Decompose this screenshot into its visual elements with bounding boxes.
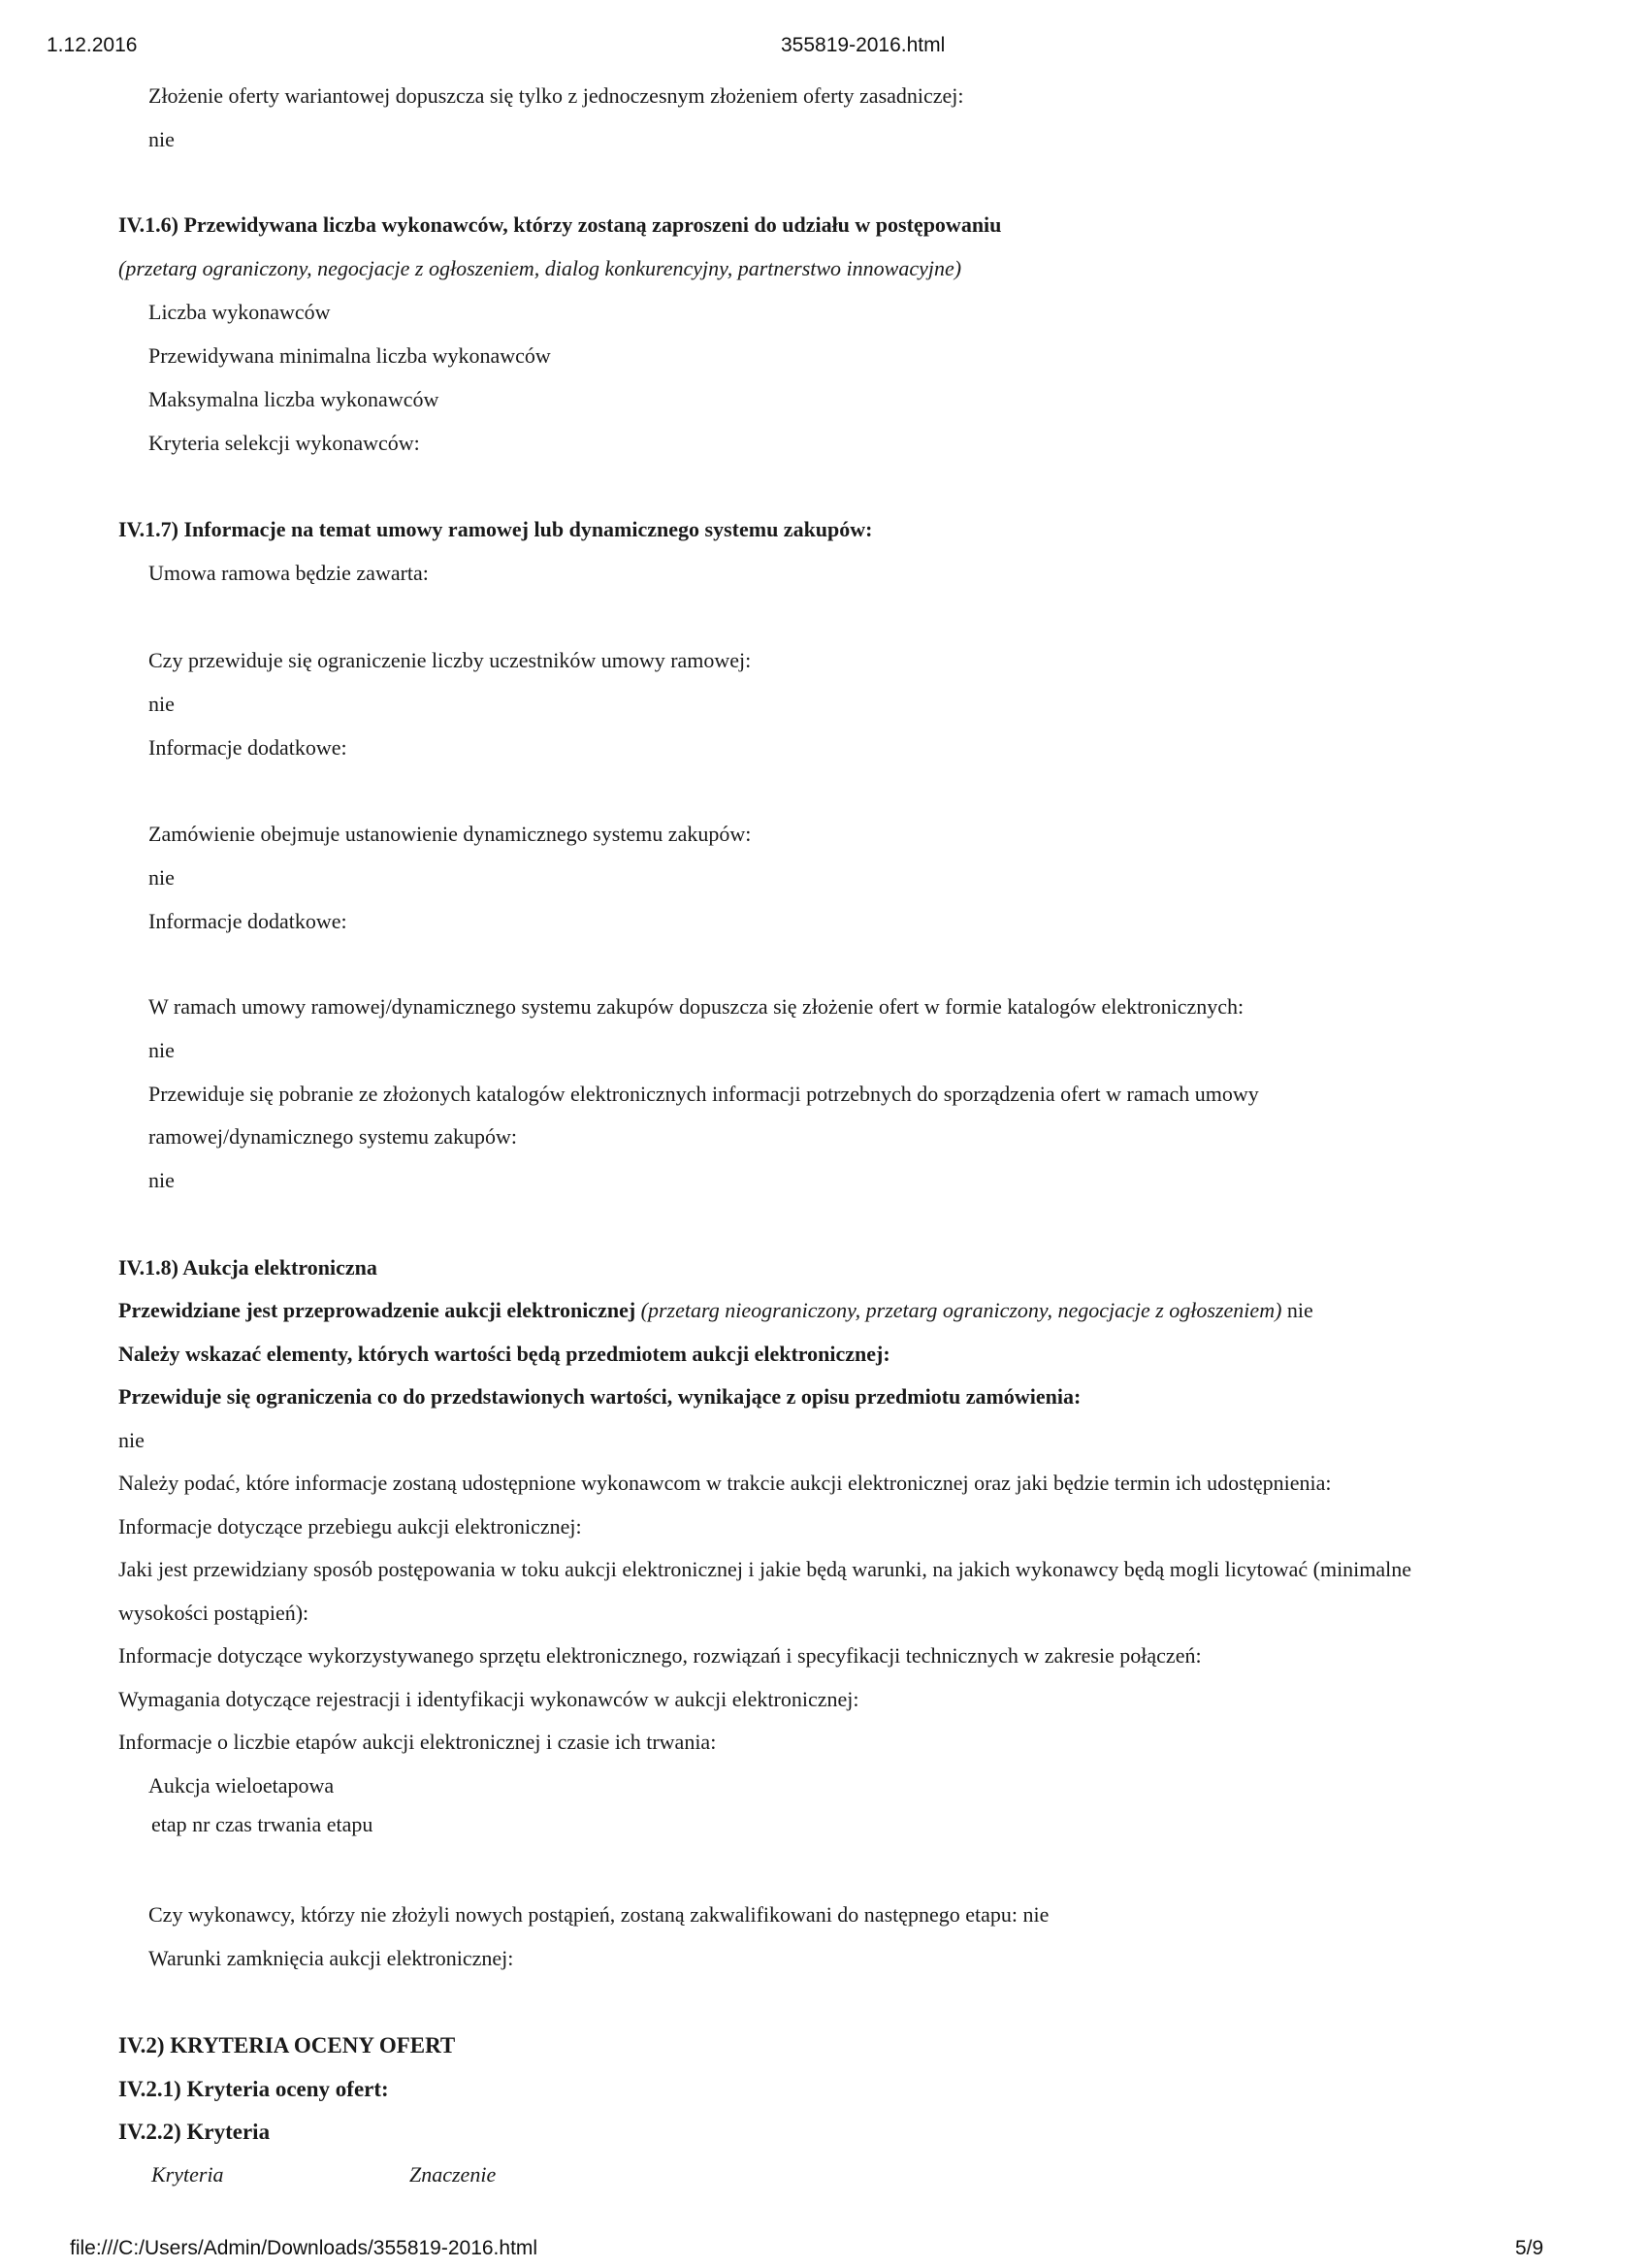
- header-date: 1.12.2016: [47, 34, 138, 56]
- field-value: nie: [148, 1168, 175, 1192]
- field-label: Liczba wykonawców: [148, 300, 331, 324]
- auction-question-bold: Przewidziane jest przeprowadzenie aukcji elektronicznej: [118, 1298, 636, 1322]
- weight-column-header: Znaczenie: [409, 2162, 497, 2187]
- field-label: Informacje dodatkowe:: [148, 909, 347, 933]
- field-label: Czy przewiduje się ograniczenie liczby uczestników umowy ramowej:: [148, 648, 752, 672]
- auction-limits-label: Przewiduje się ograniczenia co do przedstawionych wartości, wynikające z opisu przedmiotu zamówienia:: [118, 1384, 1082, 1409]
- auction-elements-label: Należy wskazać elementy, których wartości będą przedmiotem aukcji elektronicznej:: [118, 1342, 890, 1366]
- field-value: nie: [148, 692, 175, 716]
- auction-question: [118, 1300, 1313, 1321]
- section-heading-418: IV.1.8) Aukcja elektroniczna: [118, 1255, 377, 1280]
- criteria-column-header: Kryteria: [151, 2162, 224, 2187]
- footer-file-path: file:///C:/Users/Admin/Downloads/355819-2016.html: [70, 2237, 538, 2259]
- field-label: Zamówienie obejmuje ustanowienie dynamicznego systemu zakupów:: [148, 822, 752, 846]
- footer-page-number: 5/9: [1515, 2237, 1544, 2259]
- field-label: Kryteria selekcji wykonawców:: [148, 431, 420, 455]
- field-label: Warunki zamknięcia aukcji elektronicznej:: [148, 1946, 514, 1970]
- subsection-heading-421: IV.2.1) Kryteria oceny ofert:: [118, 2077, 389, 2101]
- field-label: etap nr czas trwania etapu: [151, 1812, 373, 1836]
- section-416-note: (przetarg ograniczony, negocjacje z ogłoszeniem, dialog konkurencyjny, partnerstwo innowacyjne): [118, 256, 962, 280]
- field-label: Informacje o liczbie etapów aukcji elektronicznej i czasie ich trwania:: [118, 1730, 717, 1754]
- header-filename: 355819-2016.html: [781, 34, 946, 56]
- auction-question-note: (przetarg nieograniczony, przetarg ograniczony, negocjacje z ogłoszeniem): [640, 1298, 1282, 1322]
- section-heading-42: IV.2) KRYTERIA OCENY OFERT: [118, 2033, 456, 2057]
- field-label: W ramach umowy ramowej/dynamicznego systemu zakupów dopuszcza się złożenie ofert w formie katalogów elektronicznych:: [148, 994, 1245, 1019]
- field-label: Maksymalna liczba wykonawców: [148, 387, 439, 411]
- field-label: wysokości postąpień):: [118, 1601, 309, 1625]
- field-label: Aukcja wieloetapowa: [148, 1773, 335, 1798]
- field-label: Informacje dodatkowe:: [148, 735, 347, 760]
- subsection-heading-422: IV.2.2) Kryteria: [118, 2120, 271, 2144]
- section-heading-416: IV.1.6) Przewidywana liczba wykonawców, którzy zostaną zaproszeni do udziału w postępowaniu: [118, 212, 1002, 237]
- field-label: ramowej/dynamicznego systemu zakupów:: [148, 1124, 518, 1149]
- field-label: Wymagania dotyczące rejestracji i identyfikacji wykonawców w aukcji elektronicznej:: [118, 1687, 859, 1711]
- variant-offer-value: nie: [148, 127, 175, 151]
- section-heading-417: IV.1.7) Informacje na temat umowy ramowej lub dynamicznego systemu zakupów:: [118, 517, 873, 541]
- field-label: Należy podać, które informacje zostaną udostępnione wykonawcom w trakcie aukcji elektronicznej oraz jaki będzie termin ich udostępnienia:: [118, 1471, 1332, 1495]
- field-label: Czy wykonawcy, którzy nie złożyli nowych postąpień, zostaną zakwalifikowani do następnego etapu: nie: [148, 1902, 1050, 1927]
- variant-offer-label: Złożenie oferty wariantowej dopuszcza się tylko z jednoczesnym złożeniem oferty zasadniczej:: [148, 83, 964, 108]
- field-value: nie: [118, 1428, 145, 1452]
- field-label: Informacje dotyczące przebiegu aukcji elektronicznej:: [118, 1514, 582, 1539]
- field-label: Przewiduje się pobranie ze złożonych katalogów elektronicznych informacji potrzebnych do sporządzenia ofert w ramach umowy: [148, 1082, 1259, 1106]
- field-label: Przewidywana minimalna liczba wykonawców: [148, 343, 551, 368]
- field-value: nie: [148, 865, 175, 890]
- field-label: Informacje dotyczące wykorzystywanego sprzętu elektronicznego, rozwiązań i specyfikacji technicznych w zakresie połączeń:: [118, 1643, 1202, 1668]
- field-label: Umowa ramowa będzie zawarta:: [148, 561, 429, 585]
- auction-question-value: nie: [1286, 1298, 1313, 1322]
- field-value: nie: [148, 1038, 175, 1062]
- field-label: Jaki jest przewidziany sposób postępowania w toku aukcji elektronicznej i jakie będą warunki, na jakich wykonawcy będą mogli licytować (minimalne: [118, 1557, 1412, 1581]
